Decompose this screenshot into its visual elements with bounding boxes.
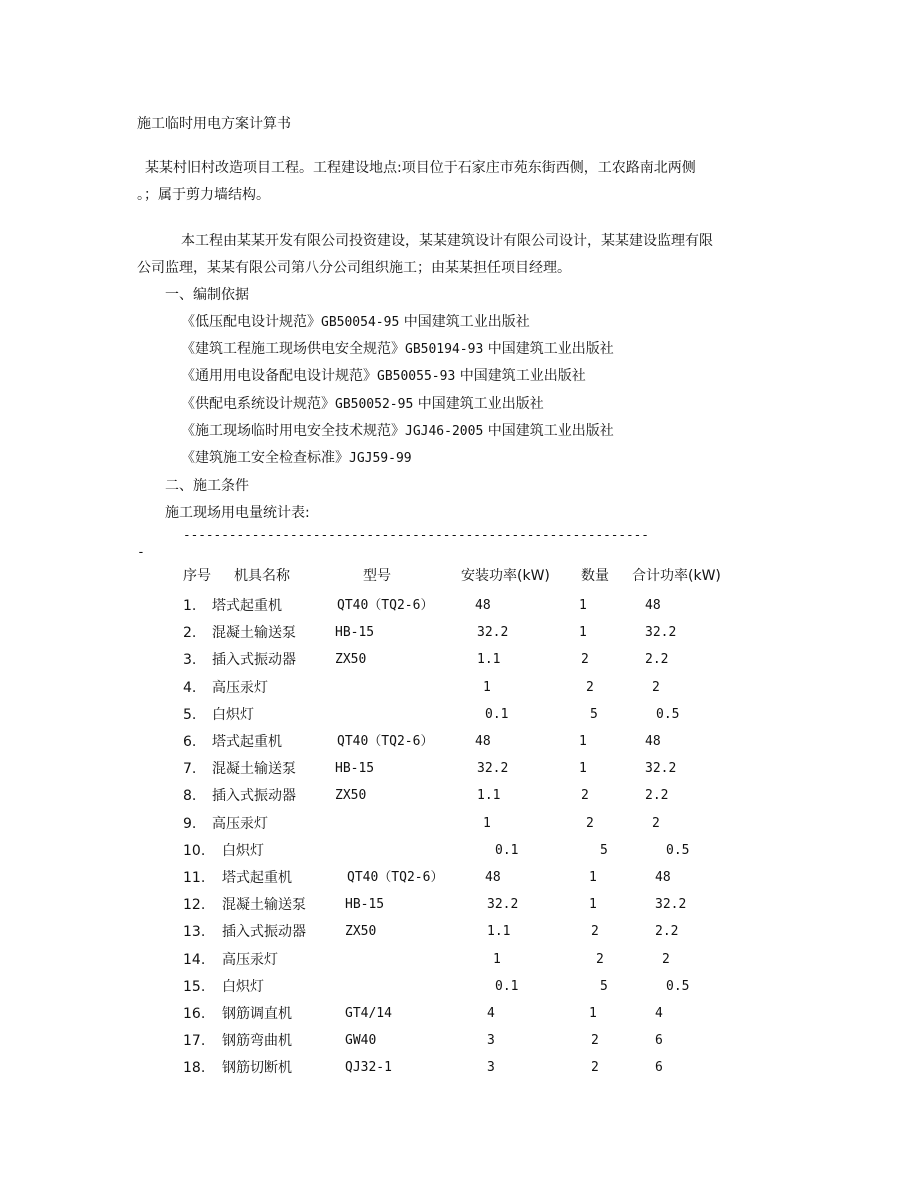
cell-qty: 2	[586, 679, 594, 695]
reference-publisher: 中国建筑工业出版社	[459, 368, 586, 385]
table-row	[0, 679, 920, 699]
table-row	[0, 896, 920, 916]
cell-qty: 2	[586, 815, 594, 831]
cell-name: 白炽灯	[222, 842, 264, 859]
cell-name: 混凝土输送泵	[212, 625, 296, 642]
cell-model: ZX50	[345, 924, 377, 940]
cell-power: 32.2	[487, 897, 519, 913]
reference-code: GB50194-93	[405, 342, 484, 358]
section-1-heading: 一、编制依据	[165, 287, 249, 303]
cell-power: 1.1	[477, 652, 501, 668]
cell-seq: 4.	[183, 679, 197, 696]
reference-title: 《低压配电设计规范》	[181, 314, 321, 330]
reference-code: JGJ59-99	[349, 451, 412, 466]
reference-item	[181, 313, 530, 332]
table-row	[0, 869, 920, 889]
cell-seq: 1.	[183, 598, 197, 614]
cell-total: 2	[652, 679, 660, 695]
cell-total: 6	[655, 1033, 663, 1049]
cell-model: HB-15	[335, 761, 375, 777]
cell-seq: 16.	[183, 1006, 206, 1022]
cell-total: 0.5	[666, 842, 690, 858]
table-divider: -------------------------------------------------------------	[183, 527, 649, 542]
cell-name: 钢筋切断机	[222, 1060, 292, 1077]
reference-item	[181, 367, 586, 386]
cell-qty: 5	[600, 842, 608, 858]
cell-model: QT40（TQ2-6）	[347, 870, 444, 885]
intro-paragraph-2-line-2: 公司监理，某某有限公司第八分公司组织施工；由某某担任项目经理。	[137, 260, 571, 276]
table-row	[0, 733, 920, 753]
cell-name: 塔式起重机	[212, 598, 282, 614]
document-title: 施工临时用电方案计算书	[137, 116, 291, 132]
cell-model: HB-15	[345, 897, 385, 913]
table-divider-tail: -	[137, 545, 145, 560]
cell-model: QT40（TQ2-6）	[337, 734, 434, 749]
table-caption: 施工现场用电量统计表:	[165, 505, 310, 521]
cell-total: 32.2	[645, 761, 677, 777]
cell-power: 48	[475, 734, 491, 749]
cell-name: 白炽灯	[212, 706, 254, 723]
reference-code: GB50054-95	[321, 315, 400, 330]
cell-name: 高压汞灯	[222, 951, 278, 968]
cell-power: 3	[487, 1060, 495, 1076]
cell-qty: 1	[589, 897, 597, 913]
cell-name: 塔式起重机	[222, 870, 292, 886]
cell-total: 2	[662, 951, 670, 967]
cell-model: ZX50	[335, 652, 367, 668]
cell-total: 48	[655, 870, 671, 885]
cell-name: 高压汞灯	[212, 679, 268, 696]
cell-power: 1	[483, 815, 491, 831]
table-row	[0, 706, 920, 726]
table-row	[0, 624, 920, 644]
cell-power: 0.1	[495, 842, 519, 858]
header-qty: 数量	[581, 568, 609, 584]
cell-qty: 5	[590, 706, 598, 722]
table-header-row	[0, 567, 920, 587]
cell-power: 4	[487, 1006, 495, 1021]
cell-qty: 5	[600, 978, 608, 994]
cell-qty: 2	[581, 788, 589, 804]
cell-seq: 2.	[183, 625, 197, 642]
cell-name: 钢筋调直机	[222, 1006, 292, 1022]
cell-name: 插入式振动器	[212, 788, 296, 805]
header-seq: 序号	[183, 568, 211, 584]
cell-qty: 2	[591, 1033, 599, 1049]
table-row	[0, 815, 920, 835]
reference-item	[181, 422, 614, 441]
cell-total: 2.2	[645, 652, 669, 668]
reference-code: GB50052-95	[335, 396, 414, 412]
cell-seq: 6.	[183, 734, 197, 750]
cell-seq: 11.	[183, 870, 206, 886]
table-row	[0, 1059, 920, 1079]
cell-power: 1	[483, 679, 491, 695]
reference-publisher: 中国建筑工业出版社	[403, 314, 530, 330]
header-total: 合计功率(kW)	[632, 568, 721, 584]
cell-qty: 2	[591, 1060, 599, 1076]
cell-name: 白炽灯	[222, 978, 264, 995]
cell-model: QT40（TQ2-6）	[337, 598, 434, 613]
cell-seq: 18.	[183, 1060, 206, 1077]
reference-title: 《通用用电设备配电设计规范》	[181, 368, 377, 385]
cell-qty: 1	[589, 1006, 597, 1021]
cell-seq: 15.	[183, 978, 206, 995]
cell-total: 2	[652, 815, 660, 831]
cell-model: ZX50	[335, 788, 367, 804]
table-row	[0, 651, 920, 671]
table-row	[0, 923, 920, 943]
cell-qty: 2	[581, 652, 589, 668]
cell-total: 32.2	[645, 625, 677, 641]
cell-qty: 1	[579, 598, 587, 613]
cell-qty: 2	[596, 951, 604, 967]
cell-seq: 12.	[183, 897, 206, 914]
cell-model: GW40	[345, 1033, 377, 1049]
table-row	[0, 597, 920, 617]
cell-power: 0.1	[495, 978, 519, 994]
cell-total: 2.2	[645, 788, 669, 804]
table-row	[0, 951, 920, 971]
reference-title: 《建筑施工安全检查标准》	[181, 450, 349, 466]
reference-title: 《供配电系统设计规范》	[181, 395, 335, 412]
cell-power: 48	[475, 598, 491, 613]
cell-total: 32.2	[655, 897, 687, 913]
cell-total: 0.5	[656, 706, 680, 722]
cell-name: 插入式振动器	[212, 652, 296, 669]
cell-qty: 2	[591, 924, 599, 940]
cell-qty: 1	[589, 870, 597, 885]
cell-seq: 8.	[183, 788, 197, 805]
reference-title: 《施工现场临时用电安全技术规范》	[181, 422, 405, 439]
cell-name: 塔式起重机	[212, 734, 282, 750]
section-2-heading: 二、施工条件	[165, 478, 249, 494]
cell-total: 6	[655, 1060, 663, 1076]
reference-item	[181, 449, 412, 468]
cell-seq: 3.	[183, 652, 197, 669]
cell-power: 1	[493, 951, 501, 967]
cell-seq: 17.	[183, 1033, 206, 1050]
cell-seq: 13.	[183, 924, 206, 941]
cell-name: 高压汞灯	[212, 815, 268, 832]
cell-total: 4	[655, 1006, 663, 1021]
cell-power: 0.1	[485, 706, 509, 722]
cell-seq: 7.	[183, 761, 197, 778]
table-row	[0, 1005, 920, 1025]
cell-power: 1.1	[477, 788, 501, 804]
cell-name: 插入式振动器	[222, 924, 306, 941]
reference-title: 《建筑工程施工现场供电安全规范》	[181, 341, 405, 358]
cell-total: 2.2	[655, 924, 679, 940]
header-model: 型号	[363, 568, 391, 584]
reference-publisher: 中国建筑工业出版社	[487, 422, 614, 439]
cell-seq: 9.	[183, 815, 197, 832]
cell-total: 48	[645, 734, 661, 749]
intro-paragraph-1-line-1: 某某村旧村改造项目工程。工程建设地点:项目位于石家庄市苑东街西侧，工农路南北两侧	[145, 160, 696, 176]
cell-name: 混凝土输送泵	[222, 897, 306, 914]
cell-power: 32.2	[477, 761, 509, 777]
header-power: 安装功率(kW)	[461, 568, 550, 584]
cell-model: GT4/14	[345, 1006, 392, 1021]
reference-code: GB50055-93	[377, 369, 456, 385]
table-row	[0, 978, 920, 998]
table-row	[0, 760, 920, 780]
cell-seq: 5.	[183, 706, 197, 723]
table-row	[0, 787, 920, 807]
cell-power: 1.1	[487, 924, 511, 940]
table-row	[0, 1032, 920, 1052]
cell-total: 0.5	[666, 978, 690, 994]
reference-item	[181, 395, 544, 414]
reference-publisher: 中国建筑工业出版社	[487, 341, 614, 358]
cell-seq: 14.	[183, 951, 206, 968]
cell-power: 3	[487, 1033, 495, 1049]
intro-paragraph-1-line-2: 。；属于剪力墙结构。	[137, 187, 270, 203]
cell-qty: 1	[579, 761, 587, 777]
cell-seq: 10.	[183, 842, 206, 859]
cell-total: 48	[645, 598, 661, 613]
reference-code: JGJ46-2005	[405, 423, 484, 439]
reference-publisher: 中国建筑工业出版社	[417, 395, 544, 412]
cell-name: 混凝土输送泵	[212, 761, 296, 778]
cell-model: QJ32-1	[345, 1060, 392, 1076]
cell-name: 钢筋弯曲机	[222, 1033, 292, 1050]
cell-power: 32.2	[477, 625, 509, 641]
cell-qty: 1	[579, 734, 587, 749]
cell-power: 48	[485, 870, 501, 885]
cell-model: HB-15	[335, 625, 375, 641]
header-name: 机具名称	[234, 568, 290, 584]
table-row	[0, 842, 920, 862]
intro-paragraph-2-line-1: 本工程由某某开发有限公司投资建设，某某建筑设计有限公司设计，某某建设监理有限	[181, 233, 713, 249]
reference-item	[181, 340, 614, 359]
cell-qty: 1	[579, 625, 587, 641]
